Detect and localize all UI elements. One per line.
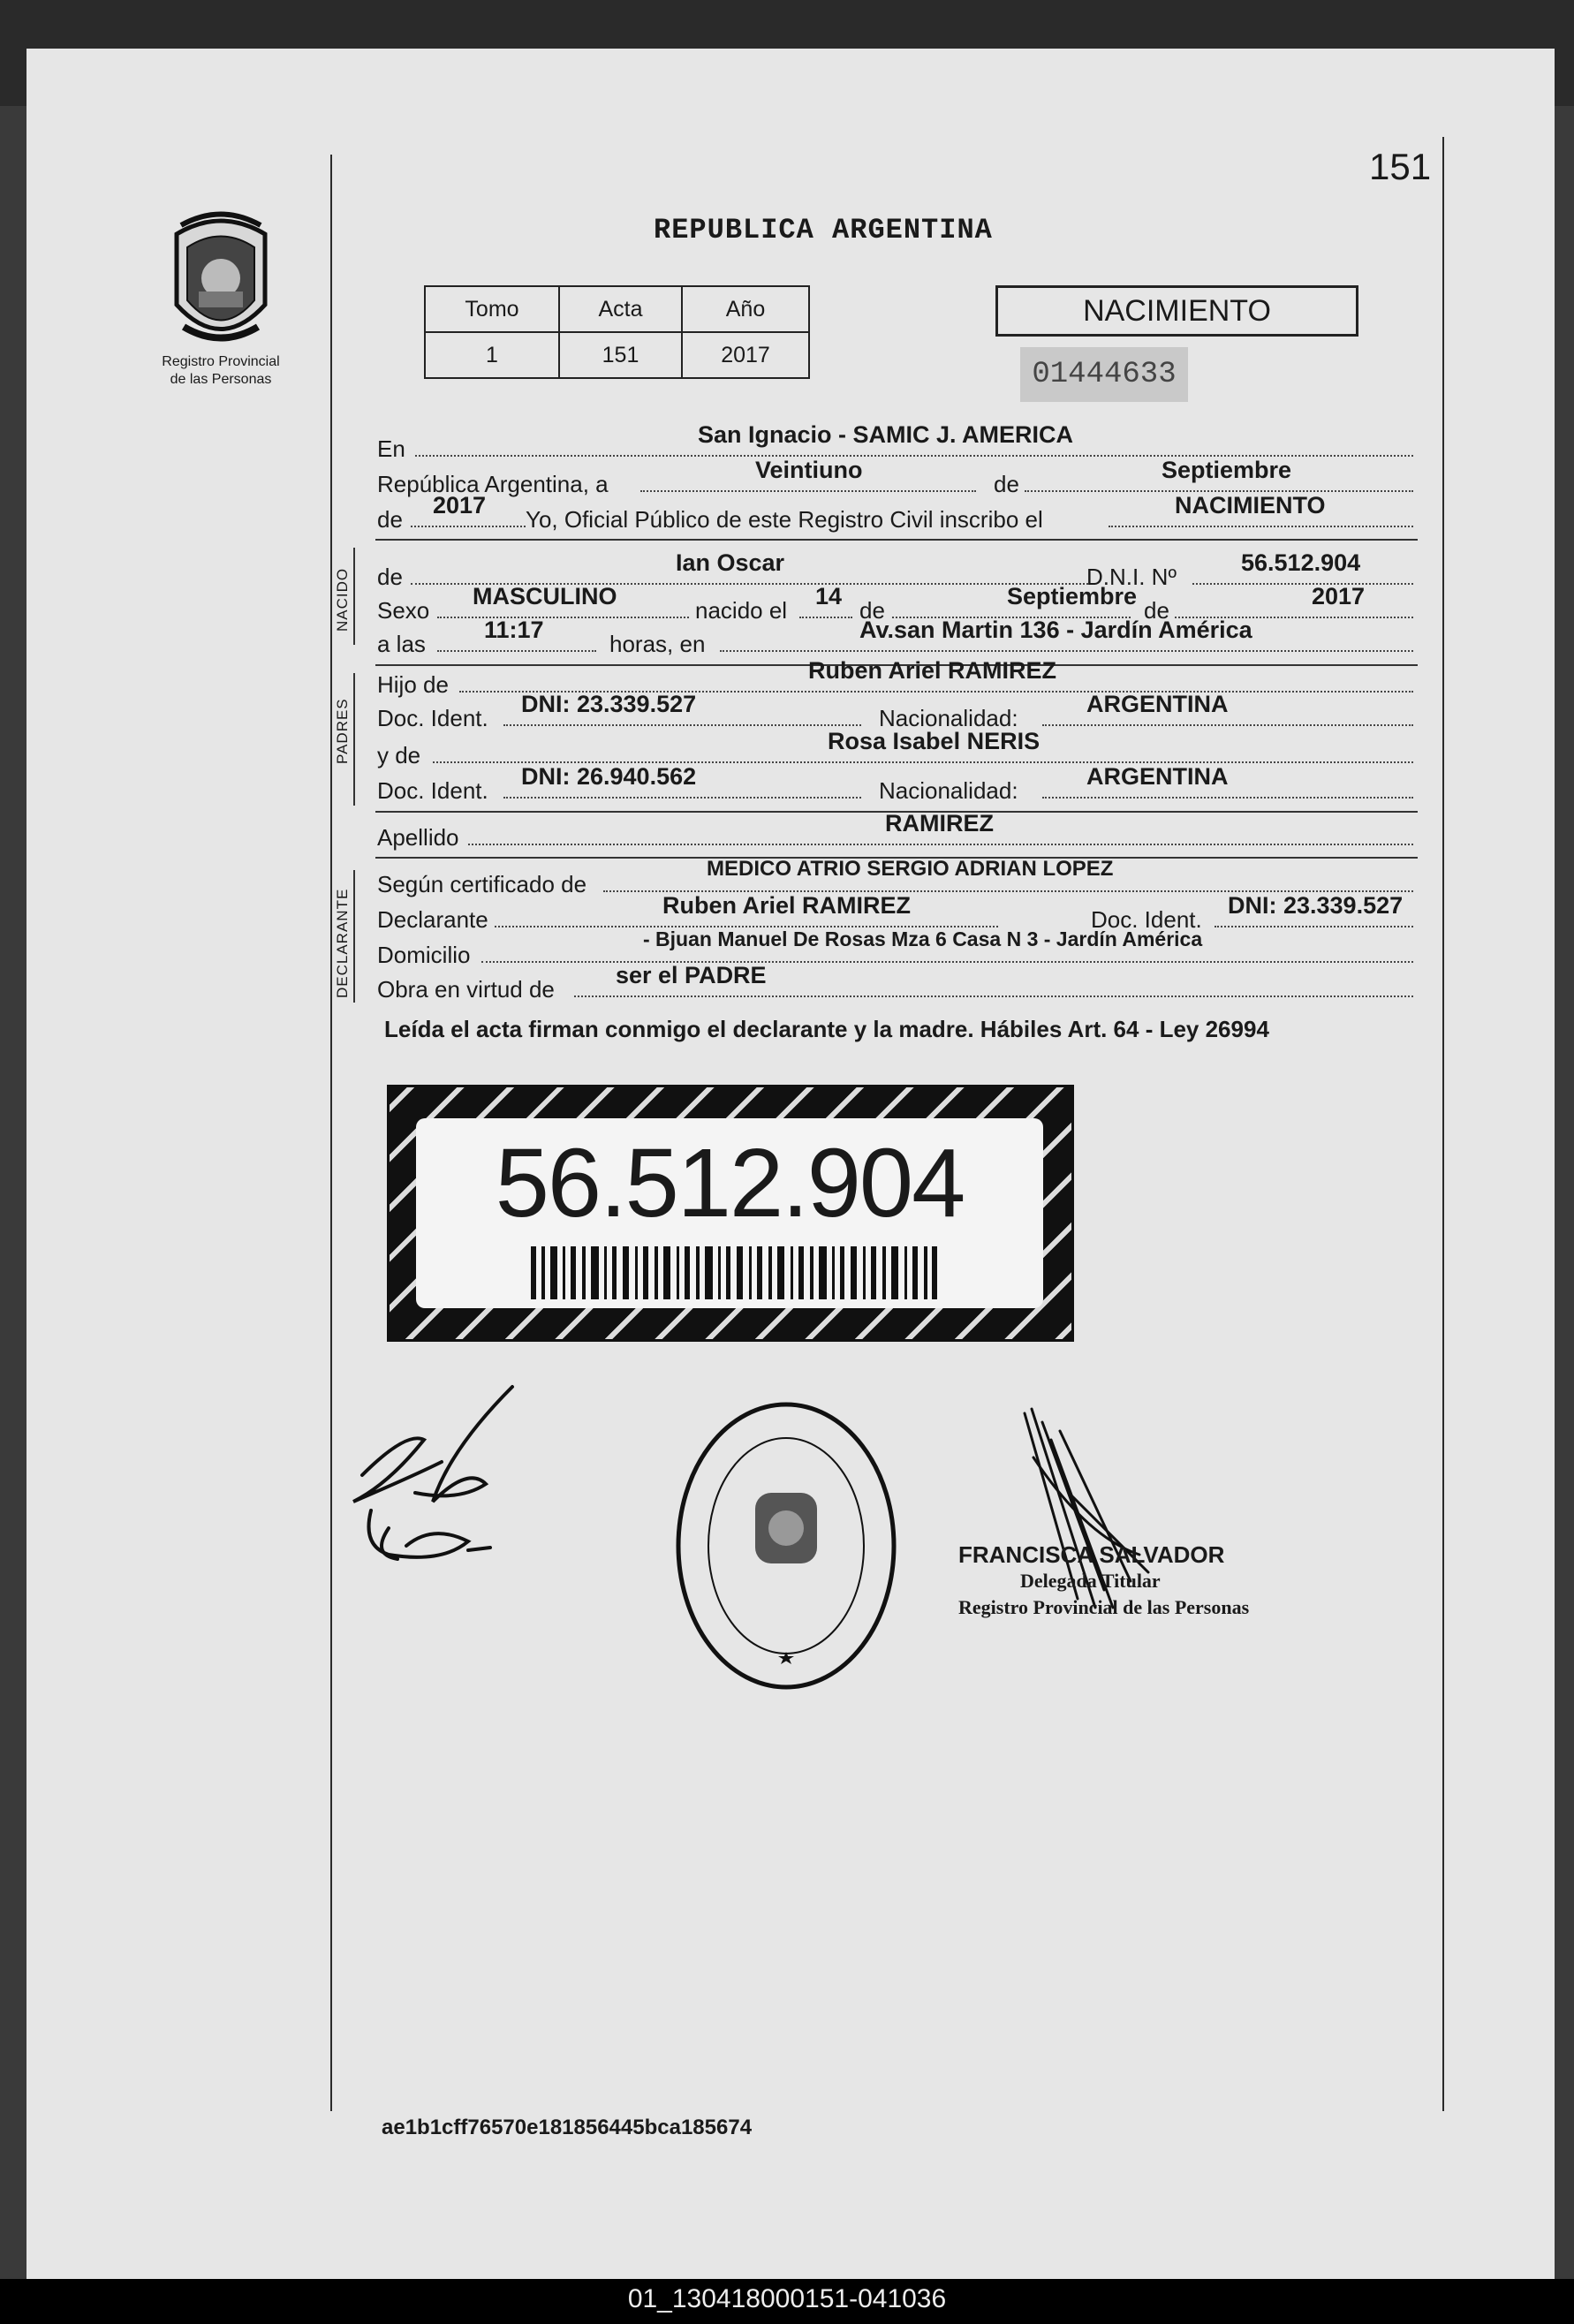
label-de: de (859, 597, 885, 624)
nacido-section-bar (353, 548, 355, 645)
label-apellido: Apellido (377, 824, 459, 851)
document-hash: ae1b1cff76570e181856445bca185674 (382, 2116, 753, 2139)
label-horas-en: horas, en (609, 631, 706, 657)
value-birth-year: 2017 (1312, 583, 1366, 609)
header-anio: Año (682, 286, 809, 332)
closing-statement: Leída el acta firman conmigo el declarante y la madre. Hábiles Art. 64 - Ley 26994 (384, 1016, 1269, 1042)
value-declarante: Ruben Ariel RAMIREZ (662, 892, 912, 919)
header-acta: Acta (559, 286, 682, 332)
label-de: de (377, 564, 403, 590)
label-doc-ident: Doc. Ident. (377, 705, 488, 731)
value-anio: 2017 (682, 332, 809, 378)
dotted-line (1042, 797, 1413, 799)
officer-organization: Registro Provincial de las Personas (958, 1596, 1250, 1618)
value-obra: ser el PADRE (616, 962, 767, 988)
reference-table-header-row (425, 286, 809, 332)
row-apellido (375, 810, 1418, 852)
label-nacido-el: nacido el (695, 597, 788, 624)
officer-block (958, 1541, 1249, 1621)
row-obra (375, 962, 1418, 1004)
value-sexo: MASCULINO (473, 583, 617, 609)
value-father-name: Ruben Ariel RAMIREZ (808, 657, 1057, 684)
value-mother-nationality: ARGENTINA (1086, 763, 1229, 790)
label-certificado: Según certificado de (377, 871, 587, 897)
value-month: Septiembre (1162, 457, 1292, 483)
row-domicilio (375, 927, 1418, 970)
scan-footer-code: 01_130418000151-041036 (627, 2284, 947, 2313)
logo-caption (137, 353, 305, 389)
dotted-line (1215, 926, 1413, 927)
value-apellido: RAMIREZ (885, 810, 994, 836)
dotted-line (1042, 724, 1413, 726)
dotted-line (503, 724, 861, 726)
dotted-line (1109, 526, 1413, 527)
officer-role: Delegada Titular (1020, 1570, 1161, 1592)
dotted-line (411, 526, 526, 527)
label-a-las: a las (377, 631, 426, 657)
value-declarante-doc: DNI: 23.339.527 (1228, 892, 1404, 919)
section-divider (375, 539, 1418, 541)
value-birth-time: 11:17 (484, 617, 544, 643)
document-title: REPUBLICA ARGENTINA (654, 214, 993, 246)
value-father-nationality: ARGENTINA (1086, 691, 1229, 717)
dotted-line (574, 995, 1413, 997)
reference-table-value-row (425, 332, 809, 378)
security-seal-inner (416, 1118, 1043, 1308)
label-inscribo: Yo, Oficial Público de este Registro Civil inscribo el (526, 506, 1043, 533)
label-domicilio: Domicilio (377, 942, 471, 968)
value-place: San Ignacio - SAMIC J. AMERICA (698, 421, 1074, 448)
logo-caption-line1: Registro Provincial (162, 354, 280, 369)
label-dni: D.N.I. Nº (1086, 564, 1177, 590)
margin-rule-right (1442, 137, 1444, 2111)
dotted-line (1192, 583, 1413, 585)
value-day-text: Veintiuno (755, 457, 863, 483)
label-sexo: Sexo (377, 597, 430, 624)
value-certificado: MEDICO ATRIO SERGIO ADRIAN LOPEZ (707, 857, 1114, 881)
provincial-crest-logo (159, 208, 283, 358)
row-year (375, 492, 1418, 534)
row-nacido-time (375, 617, 1418, 659)
registry-round-stamp (671, 1396, 901, 1696)
record-type-box: NACIMIENTO (995, 285, 1358, 337)
declarant-signature (336, 1378, 556, 1581)
dotted-line (468, 844, 1413, 845)
value-inscribo: NACIMIENTO (1175, 492, 1326, 519)
officer-name: FRANCISCA SALVADOR (958, 1541, 1225, 1568)
value-tomo: 1 (425, 332, 559, 378)
label-de: de (994, 471, 1019, 497)
dotted-line (640, 490, 976, 492)
value-birth-month: Septiembre (1007, 583, 1138, 609)
label-declarante: Declarante (377, 906, 488, 933)
reference-table (424, 285, 810, 379)
label-nacionalidad: Nacionalidad: (879, 705, 1018, 731)
page-number: 151 (1369, 146, 1432, 187)
dotted-line (720, 650, 1413, 652)
nacido-section-label: NACIDO (334, 567, 351, 632)
label-obra: Obra en virtud de (377, 976, 555, 1003)
label-y-de: y de (377, 742, 421, 768)
dotted-line (437, 650, 596, 652)
security-seal (387, 1085, 1074, 1342)
label-republica: República Argentina, a (377, 471, 609, 497)
value-child-name: Ian Oscar (676, 549, 785, 576)
dotted-line (799, 617, 852, 618)
value-mother-doc: DNI: 26.940.562 (521, 763, 697, 790)
margin-rule-left (330, 155, 332, 2111)
header-tomo: Tomo (425, 286, 559, 332)
value-domicilio: - Bjuan Manuel De Rosas Mza 6 Casa N 3 - Jardín América (643, 927, 1203, 950)
value-year: 2017 (433, 492, 487, 519)
declarante-section-label: DECLARANTE (334, 888, 351, 998)
padres-section-bar (353, 673, 355, 806)
barcode (531, 1246, 937, 1299)
value-mother-name: Rosa Isabel NERIS (828, 728, 1041, 754)
value-birth-day: 14 (815, 583, 843, 609)
logo-caption-line2: de las Personas (170, 372, 272, 387)
label-en: En (377, 435, 405, 462)
value-father-doc: DNI: 23.339.527 (521, 691, 697, 717)
padres-section-label: PADRES (334, 698, 351, 764)
label-hijo-de: Hijo de (377, 671, 449, 698)
dotted-line (437, 617, 689, 618)
security-seal-number: 56.512.904 (495, 1129, 965, 1238)
label-nacionalidad: Nacionalidad: (879, 777, 1018, 804)
value-birth-place: Av.san Martin 136 - Jardín América (859, 617, 1252, 643)
control-number-stamp: 01444633 (1020, 347, 1188, 402)
label-year-prefix: de (377, 506, 403, 533)
label-doc-ident: Doc. Ident. (377, 777, 488, 804)
value-child-dni: 56.512.904 (1241, 549, 1361, 576)
label-de: de (1144, 597, 1169, 624)
dotted-line (503, 797, 861, 799)
value-acta: 151 (559, 332, 682, 378)
declarante-section-bar (353, 870, 355, 1003)
row-mother-doc (375, 763, 1418, 806)
label-doc-ident: Doc. Ident. (1091, 906, 1202, 933)
